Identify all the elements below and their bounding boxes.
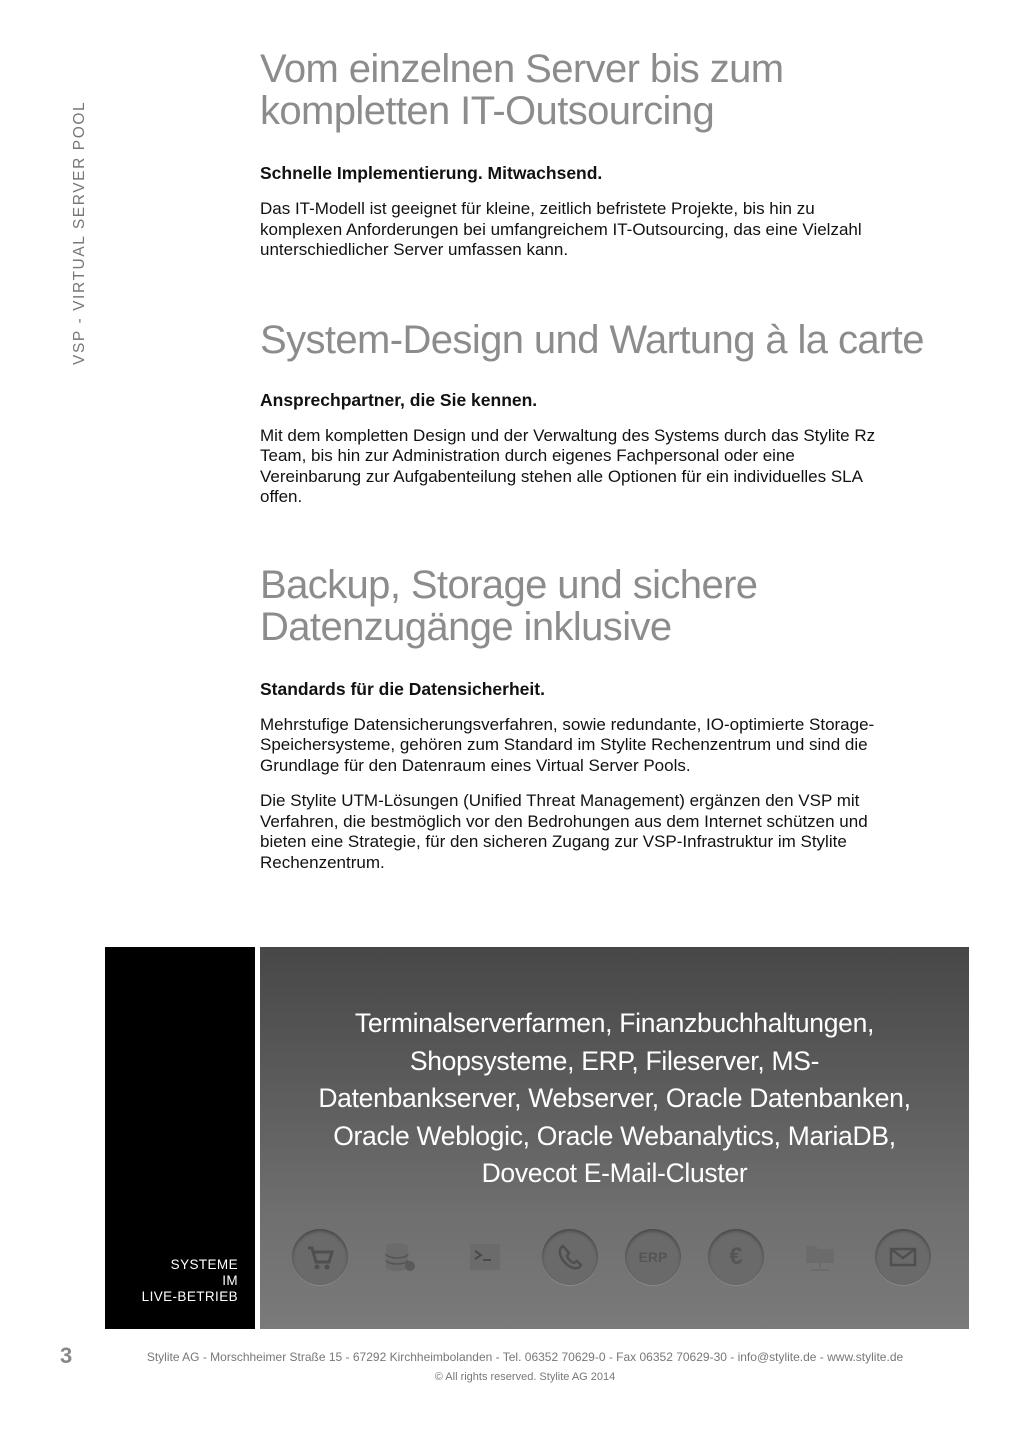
systems-box — [260, 947, 969, 1329]
erp-icon — [625, 1229, 681, 1285]
icon-row — [292, 1229, 942, 1289]
section-backup-storage — [260, 564, 960, 874]
phone-icon — [542, 1229, 598, 1285]
footer-address: Stylite AG - Morschheimer Straße 15 - 67292 Kirchheimbolanden - Tel. 06352 70629-0 - Fax 06352 70629-30 - info@stylite.de - www.stylite.de — [146, 1350, 904, 1364]
systems-label — [142, 1257, 238, 1305]
section-heading: Vom einzelnen Server bis zum kompletten IT-Outsourcing — [260, 47, 784, 133]
section-paragraph: Das IT-Modell ist geeignet für kleine, zeitlich befristete Projekte, bis hin zu komplexen Anforderungen bei umfangreichem IT-Outsourcing, das eine Vielzahl unterschiedlicher Server umfassen kann. — [260, 199, 862, 259]
systems-line: Dovecot E-Mail-Cluster — [481, 1158, 748, 1188]
footer-copyright: © All rights reserved. Stylite AG 2014 — [434, 1371, 616, 1383]
section-system-design — [260, 319, 960, 508]
page-number: 3 — [60, 1343, 73, 1368]
systems-label-line: IM — [222, 1273, 238, 1288]
mail-icon — [875, 1229, 931, 1285]
systems-line: Shopsysteme, ERP, Fileserver, MS- — [409, 1045, 820, 1076]
erp-icon-text: ERP — [638, 1249, 668, 1265]
section-outsourcing — [260, 48, 960, 261]
shopping-cart-icon — [292, 1229, 348, 1285]
section-subheading: Ansprechpartner, die Sie kennen. — [260, 389, 538, 410]
folder-network-icon — [792, 1229, 848, 1285]
section-heading: System-Design und Wartung à la carte — [260, 317, 924, 362]
euro-icon-text: € — [729, 1243, 743, 1270]
section-paragraph: Mit dem kompletten Design und der Verwaltung des Systems durch das Stylite Rz Team, bis hin zur Administration durch eigenes Fachpersonal oder eine Vereinbarung zur Aufgabenteilung stehen alle Optionen für ein individuelles SLA offen. — [260, 425, 876, 506]
terminal-icon — [457, 1229, 513, 1285]
systems-list — [280, 1005, 949, 1193]
side-label: VSP - VIRTUAL SERVER POOL — [71, 100, 88, 365]
systems-line: Oracle Weblogic, Oracle Webanalytics, MariaDB, — [333, 1120, 896, 1151]
main-content — [260, 48, 960, 873]
systems-label-box — [105, 947, 255, 1329]
section-subheading: Standards für die Datensicherheit. — [260, 678, 545, 699]
section-heading: Backup, Storage und sichere Datenzugänge inklusive — [260, 562, 758, 649]
section-subheading: Schnelle Implementierung. Mitwachsend. — [260, 163, 603, 183]
section-paragraph: Die Stylite UTM-Lösungen (Unified Threat Management) ergänzen den VSP mit Verfahren, die bestmöglich vor den Bedrohungen aus dem Internet schützen und bieten eine Strategie, für den sicheren Zugang zur VSP-Infrastruktur im Stylite Rechenzentrum. — [260, 791, 868, 872]
section-paragraph: Mehrstufige Datensicherungsverfahren, sowie redundante, IO-optimierte Storage- Speichersysteme, gehören zum Standard im Stylite Rechenzentrum und sind die Grundlage für den Datenraum eines Virtual Server Pools. — [260, 714, 875, 775]
systems-line: Terminalserverfarmen, Finanzbuchhaltungen, — [354, 1008, 875, 1038]
euro-icon — [708, 1229, 764, 1285]
systems-label-line: LIVE-BETRIEB — [141, 1289, 238, 1304]
database-gear-icon — [372, 1229, 428, 1285]
systems-line: Datenbankserver, Webserver, Oracle Datenbanken, — [318, 1083, 911, 1113]
systems-label-line: SYSTEME — [170, 1257, 238, 1272]
